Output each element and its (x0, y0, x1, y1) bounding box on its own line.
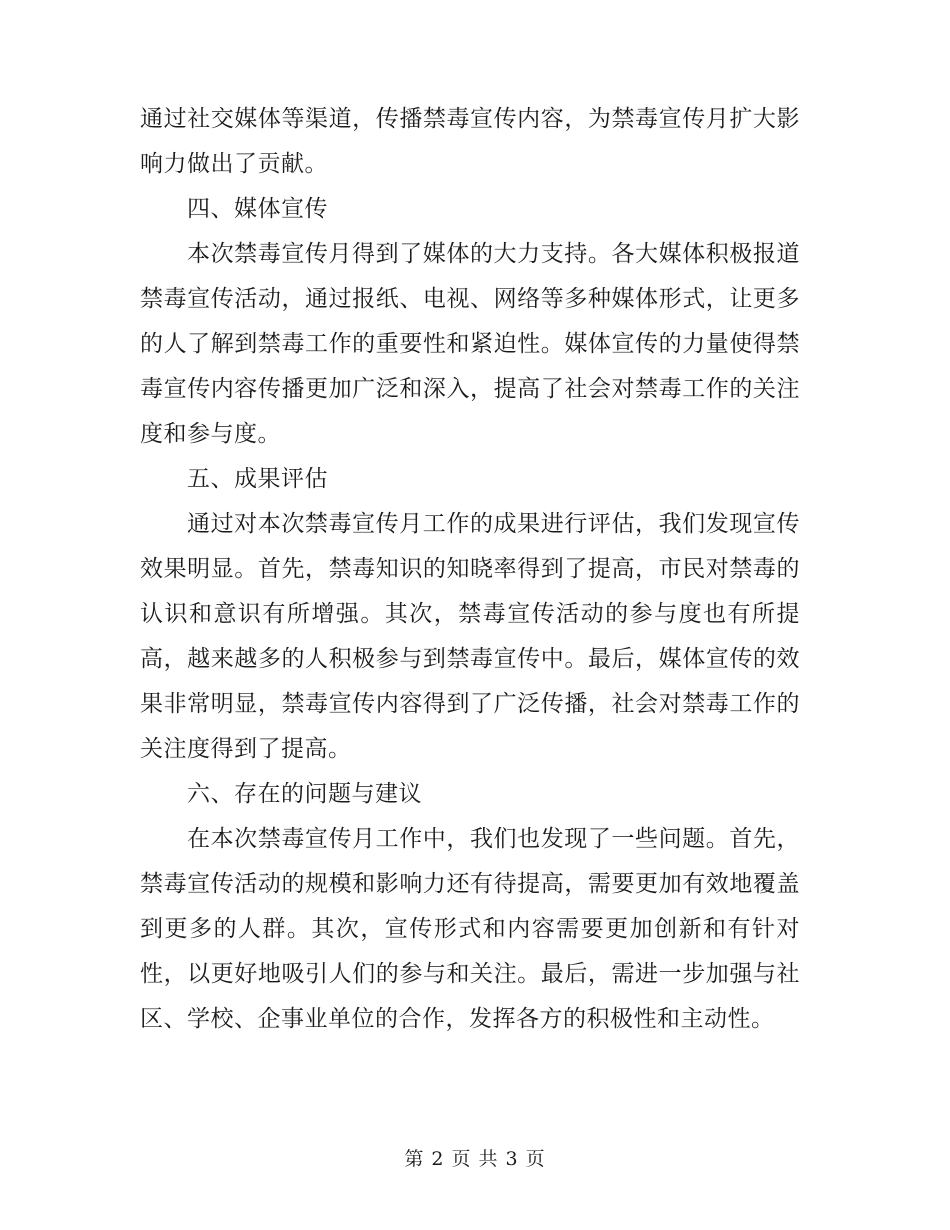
document-body (140, 97, 800, 1042)
paragraph-issues: 在本次禁毒宣传月工作中，我们也发现了一些问题。首先，禁毒宣传活动的规模和影响力还有待提高，需要更加有效地覆盖到更多的人群。其次，宣传形式和内容需要更加创新和有针对性，以更好地吸引人们的参与和关注。最后，需进一步加强与社区、学校、企事业单位的合作，发挥各方的积极性和主动性。 (140, 826, 800, 1032)
section-heading-evaluation: 五、成果评估 (187, 466, 328, 492)
paragraph-evaluation: 通过对本次禁毒宣传月工作的成果进行评估，我们发现宣传效果明显。首先，禁毒知识的知晓率得到了提高，市民对禁毒的认识和意识有所增强。其次，禁毒宣传活动的参与度也有所提高，越来越多的人积极参与到禁毒宣传中。最后，媒体宣传的效果非常明显，禁毒宣传内容得到了广泛传播，社会对禁毒工作的关注度得到了提高。 (140, 511, 800, 762)
paragraph-media: 本次禁毒宣传月得到了媒体的大力支持。各大媒体积极报道禁毒宣传活动，通过报纸、电视、网络等多种媒体形式，让更多的人了解到禁毒工作的重要性和紧迫性。媒体宣传的力量使得禁毒宣传内容传播更加广泛和深入，提高了社会对禁毒工作的关注度和参与度。 (140, 241, 800, 447)
section-heading-media: 四、媒体宣传 (187, 196, 328, 222)
paragraph-continuation: 通过社交媒体等渠道，传播禁毒宣传内容，为禁毒宣传月扩大影响力做出了贡献。 (140, 106, 800, 177)
section-heading-issues: 六、存在的问题与建议 (187, 781, 422, 807)
page-number-footer: 第 2 页 共 3 页 (404, 1148, 546, 1170)
